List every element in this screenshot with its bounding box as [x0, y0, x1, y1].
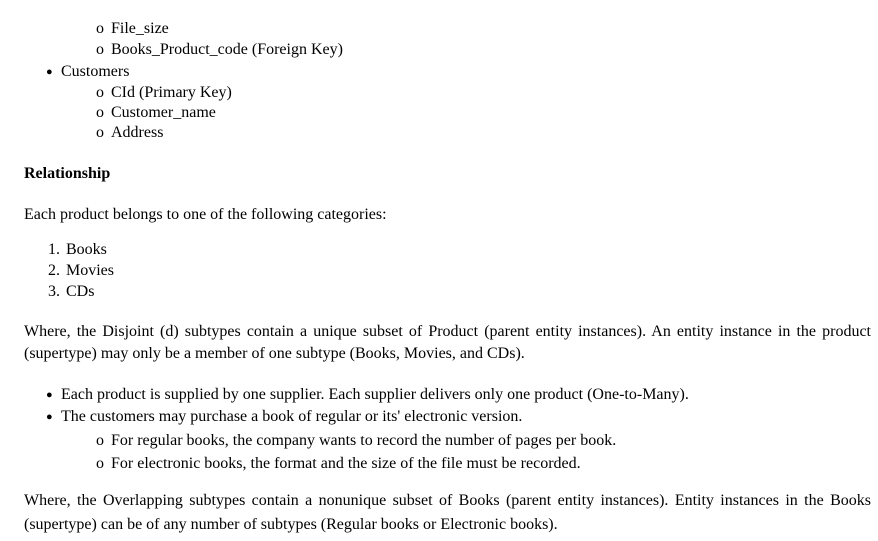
sub-bullet: o [96, 41, 104, 58]
customers-label: Customers [61, 63, 130, 80]
list-item-text: Address [111, 124, 164, 141]
list-item-text: CId (Primary Key) [111, 84, 232, 101]
list-item-text: Customer_name [111, 104, 216, 121]
list-item-text: For electronic books, the format and the size of the file must be recorded. [111, 455, 581, 472]
list-item-text: CDs [66, 283, 95, 300]
list-item-text: File_size [111, 20, 169, 37]
sub-bullet: o [96, 432, 104, 449]
overlap-paragraph: Where, the Overlapping subtypes contain a nonunique subset of Books (parent entity instances). Entity instances in the Books (supertype) can be of any number of subtypes (Regular books or Electronic books). [24, 492, 871, 533]
sub-bullet: o [96, 84, 104, 101]
section-heading: Relationship [24, 165, 111, 182]
disjoint-paragraph: Where, the Disjoint (d) subtypes contain a unique subset of Product (parent entity instances). An entity instance in the product (supertype) may only be a member of one subtype (Books, Movies, and CDs). [24, 323, 871, 362]
list-item-text: Each product is supplied by one supplier. Each supplier delivers only one product (One-to-Many). [61, 386, 689, 403]
sub-bullet: o [96, 104, 104, 121]
list-item-text: For regular books, the company wants to record the number of pages per book. [111, 432, 617, 449]
bullet: ● [46, 411, 53, 423]
list-number: 3. [48, 283, 60, 300]
bullet: ● [46, 389, 53, 401]
list-item-text: Books_Product_code (Foreign Key) [111, 41, 343, 58]
list-number: 1. [48, 241, 60, 258]
bullet: ● [46, 66, 53, 78]
list-item-text: Books [66, 241, 107, 258]
categories-intro: Each product belongs to one of the following categories: [24, 206, 387, 223]
sub-bullet: o [96, 455, 104, 472]
sub-bullet: o [96, 124, 104, 141]
list-item-text: The customers may purchase a book of regular or its' electronic version. [61, 408, 523, 425]
sub-bullet: o [96, 20, 104, 37]
list-item-text: Movies [66, 262, 114, 279]
list-number: 2. [48, 262, 60, 279]
